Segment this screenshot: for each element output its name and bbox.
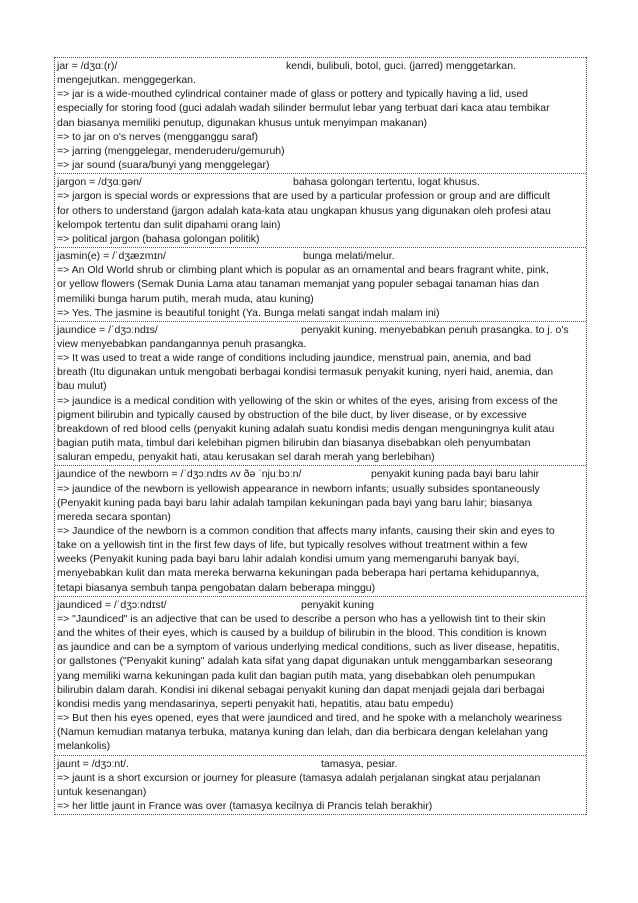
entry-line: as jaundice and can be a symptom of various underlying medical conditions, such as liver disease, hepatitis,	[57, 641, 560, 654]
entry-line: (Penyakit kuning pada bayi baru lahir adalah tampilan kekuningan pada bayi yang baru lahir; biasanya	[57, 496, 533, 509]
entry-jargon	[55, 173, 586, 247]
entry-line: => jaunt is a short excursion or journey for pleasure (tamasya adalah perjalanan singkat atau perjalanan	[57, 771, 541, 784]
entry-line: (Namun kemudian matanya terbuka, matanya kuning dan lelah, dan dia berbicara dengan kelelahan yang	[57, 726, 548, 739]
entry-line: => jargon is special words or expressions that are used by a particular profession or group and are difficult	[57, 190, 550, 203]
entry-jar	[55, 57, 586, 173]
entry-line: => her little jaunt in France was over (tamasya kecilnya di Prancis telah berakhir)	[57, 799, 433, 812]
entry-line: => jar sound (suara/bunyi yang menggelegar)	[57, 159, 270, 172]
entry-line: breakdown of red blood cells (penyakit kuning adalah suatu kondisi medis dengan menguningnya kulit atau	[57, 422, 555, 435]
entry-line: melankolis)	[57, 740, 111, 753]
entry-line: bau mulut)	[57, 380, 107, 393]
entry-line: => jarring (menggelegar, menderuderu/gemuruh)	[57, 144, 285, 157]
entry-line: pigment bilirubin and typically caused by obstruction of the bile duct, by liver disease, or by excessive	[57, 408, 527, 421]
entry-head	[57, 598, 585, 612]
translation: penyakit kuning	[301, 598, 374, 611]
entry-line: or yellow flowers (Semak Dunia Lama atau tanaman memanjat yang populer sebagai tanaman hias dan	[57, 278, 540, 291]
entry-line: weeks (Penyakit kuning pada bayi baru lahir adalah kondisi umum yang memengaruhi banyak bayi,	[57, 553, 520, 566]
entry-line: view menyebabkan pandangannya penuh prasangka.	[57, 337, 307, 350]
translation: kendi, bulibuli, botol, guci. (jarred) menggetarkan.	[286, 60, 516, 72]
entry-line: => But then his eyes opened, eyes that were jaundiced and tired, and he spoke with a melancholy weariness	[57, 712, 562, 725]
entry-head	[57, 757, 585, 771]
entry-line: untuk kesenangan)	[57, 785, 147, 798]
translation: bahasa golongan tertentu, logat khusus.	[293, 176, 480, 189]
dictionary-page	[54, 57, 587, 815]
entry-line: bilirubin dalam darah. Kondisi ini dikenal sebagai penyakit kuning dan dapat menjadi gejala dari berbagai	[57, 683, 545, 696]
entry-jasmine	[55, 247, 586, 321]
entry-line: => "Jaundiced" is an adjective that can be used to describe a person who has a yellowish tint to their skin	[57, 612, 546, 625]
entry-line: kondisi medis yang mendasarinya, seperti penyakit hati, hepatitis, atau batu empedu)	[57, 697, 454, 710]
entry-jaundice	[55, 321, 586, 466]
entry-line: => to jar on o's nerves (mengganggu saraf)	[57, 130, 259, 143]
entry-line: => political jargon (bahasa golongan politik)	[57, 232, 260, 245]
entry-head	[57, 249, 585, 263]
entry-jaundice-of-the-newborn	[55, 465, 586, 595]
entry-line: => Jaundice of the newborn is a common condition that affects many infants, causing their skin and eyes to	[57, 525, 555, 537]
headword: jaundice of the newborn = /ˈdʒɔːndɪs ʌv ðə ˈnjuːbɔːn/	[57, 468, 302, 481]
translation: penyakit kuning pada bayi baru lahir	[371, 468, 540, 481]
entry-line: menyebabkan kulit dan mata mereka berwarna kekuningan pada beberapa hari pertama kehidupannya,	[57, 567, 540, 580]
entry-line: dan biasanya memiliki penutup, digunakan khusus untuk menyimpan makanan)	[57, 116, 428, 129]
entry-head	[57, 467, 585, 481]
entry-line: memiliki bunga harum putih, merah muda, atau kuning)	[57, 292, 314, 305]
translation: bunga melati/melur.	[303, 250, 395, 263]
entry-line: bagian putih mata, timbul dari kelebihan pigmen bilirubin dan biasanya disebabkan oleh penyumbatan	[57, 437, 531, 450]
headword: jaundiced = /ˈdʒɔːndɪst/	[57, 598, 167, 611]
headword: jargon = /dʒɑːgən/	[57, 176, 142, 189]
entry-line: => jar is a wide-mouthed cylindrical container made of glass or pottery and typically having a lid, used	[57, 88, 528, 101]
translation: penyakit kuning. menyebabkan penuh prasangka. to j. o's	[301, 323, 569, 336]
entry-head	[57, 323, 585, 337]
entry-line: take on a yellowish tint in the first few days of life, but typically resolves without treatment within a few	[57, 539, 528, 552]
entry-jaundiced	[55, 596, 586, 755]
headword: jaundice = /ˈdʒɔːndɪs/	[57, 323, 158, 336]
headword: jasmin(e) = /ˈdʒæzmɪn/	[57, 250, 166, 263]
entry-line: => An Old World shrub or climbing plant which is popular as an ornamental and bears fragrant white, pink,	[57, 264, 549, 277]
entry-line: or gallstones ("Penyakit kuning" adalah kata sifat yang dapat digunakan untuk menggambarkan seseorang	[57, 655, 553, 668]
entry-line: => Yes. The jasmine is beautiful tonight (Ya. Bunga melati sangat indah malam ini)	[57, 306, 440, 319]
entry-line: mengejutkan. menggegerkan.	[57, 74, 196, 87]
entry-line: and the whites of their eyes, which is caused by a buildup of bilirubin in the blood. This condition is known	[57, 627, 547, 640]
entry-head	[57, 175, 585, 189]
entry-line: for others to understand (jargon adalah kata-kata atau ungkapan khusus yang digunakan oleh profesi atau	[57, 204, 551, 217]
entry-line: breath (Itu digunakan untuk mengobati berbagai kondisi termasuk penyakit kuning, nyeri haid, anemia, dan	[57, 366, 554, 379]
entry-line: saluran empedu, penyakit hati, atau kerusakan sel darah merah yang berlebihan)	[57, 451, 435, 464]
entry-line: especially for storing food (guci adalah wadah silinder bermulut lebar yang terbuat dari kaca atau tembikar	[57, 102, 550, 115]
entry-line: mereda secara spontan)	[57, 510, 171, 523]
translation: tamasya, pesiar.	[321, 757, 398, 770]
entry-line: tetapi biasanya sembuh tanpa pengobatan dalam beberapa minggu)	[57, 581, 376, 594]
headword: jar = /dʒɑː(r)/	[57, 60, 118, 72]
entry-jaunt	[55, 755, 586, 816]
entry-line: => It was used to treat a wide range of conditions including jaundice, menstrual pain, anemia, and bad	[57, 352, 531, 365]
headword: jaunt = /dʒɔːnt/.	[57, 757, 129, 770]
entry-line: kelompok tertentu dan sulit dipahami orang lain)	[57, 218, 281, 231]
entry-line: yang memiliki warna kekuningan pada kulit dan bagian putih mata, yang disebabkan oleh penumpukan	[57, 669, 536, 682]
entry-line: => jaundice is a medical condition with yellowing of the skin or whites of the eyes, arising from excess of the	[57, 394, 558, 407]
entry-line: => jaundice of the newborn is yellowish appearance in newborn infants; usually subsides spontaneously	[57, 482, 540, 495]
entry-head	[57, 59, 585, 73]
